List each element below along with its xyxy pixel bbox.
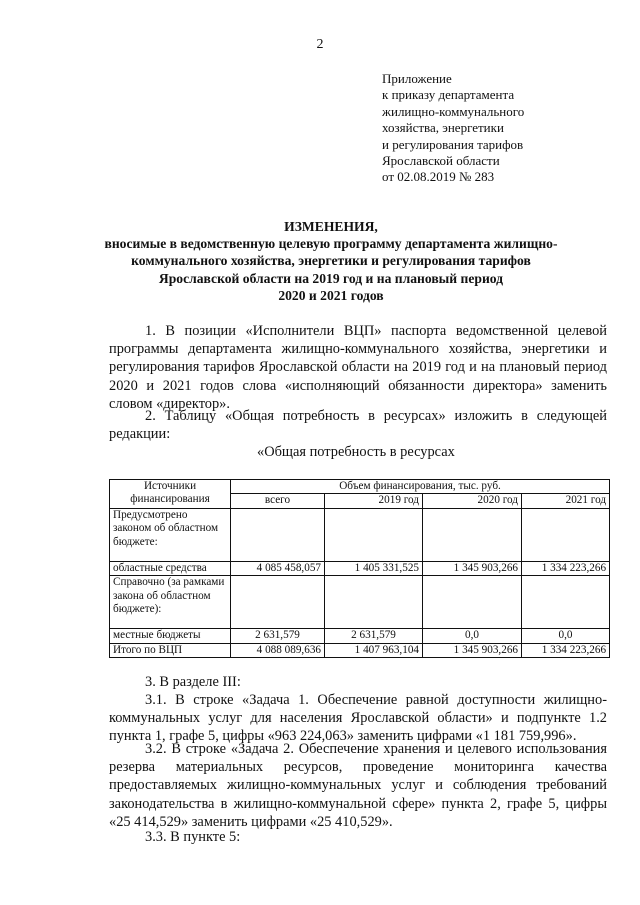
document-heading — [100, 218, 562, 304]
cell-2021: 1 334 223,266 — [522, 561, 610, 575]
cell-total — [231, 576, 325, 629]
cell-total — [231, 508, 325, 561]
cell-2020: 1 345 903,266 — [423, 561, 522, 575]
appendix-line: Приложение — [382, 71, 452, 86]
appendix-line: к приказу департамента — [382, 87, 515, 103]
heading-line: Ярославской области на 2019 год и на плановый период — [158, 270, 504, 286]
cell-2021: 0,0 — [522, 629, 610, 643]
appendix-line: хозяйства, энергетики — [382, 120, 504, 136]
cell-total: 4 085 458,057 — [231, 561, 325, 575]
paragraph-2: 2. Таблицу «Общая потребность в ресурсах» изложить в следующей редакции: — [109, 408, 607, 443]
header-source: Источники финансирования — [110, 480, 231, 509]
header-volume: Объем финансирования, тыс. руб. — [231, 480, 610, 494]
table-row — [110, 643, 610, 657]
cell-2021 — [522, 508, 610, 561]
appendix-line: и регулирования тарифов — [382, 136, 524, 152]
table-row — [110, 508, 610, 561]
header-2021: 2021 год — [522, 494, 610, 508]
heading-line: коммунального хозяйства, энергетики и регулирования тарифов — [131, 253, 531, 269]
header-2020: 2020 год — [423, 494, 522, 508]
cell-2021 — [522, 576, 610, 629]
appendix-line: Ярославской области — [382, 153, 500, 169]
header-2019: 2019 год — [325, 494, 423, 508]
row-label: Справочно (за рамками закона об областном бюджете): — [110, 576, 231, 629]
resources-table — [109, 479, 610, 658]
cell-2020 — [423, 508, 522, 561]
cell-2019 — [325, 576, 423, 629]
cell-2019: 2 631,579 — [325, 629, 423, 643]
appendix-line: от 02.08.2019 № 283 — [382, 169, 495, 185]
heading-line: 2020 и 2021 годов — [278, 287, 384, 303]
heading-title: ИЗМЕНЕНИЯ, — [284, 219, 378, 234]
table-caption: «Общая потребность в ресурсах — [257, 444, 455, 460]
cell-2021: 1 334 223,266 — [522, 643, 610, 657]
row-label: Итого по ВЦП — [110, 643, 231, 657]
cell-total: 4 088 089,636 — [231, 643, 325, 657]
paragraph-3-2: 3.2. В строке «Задача 2. Обеспечение хранения и целевого использования резерва материальных ресурсов, проведение мониторинга качества предоставляемых жилищно-коммунальных услуг и соблюдения требований законодательства в жилищно-коммунальной сфере» пункта 2, графе 5, цифры «25 414,529» заменить цифрами «25 410,529». — [109, 741, 607, 830]
page-number: 2 — [316, 37, 324, 52]
appendix-line: жилищно-коммунального — [382, 103, 525, 119]
cell-2020: 1 345 903,266 — [423, 643, 522, 657]
paragraph-3-3: 3.3. В пункте 5: — [145, 829, 241, 845]
cell-2019 — [325, 508, 423, 561]
appendix-block — [382, 71, 524, 186]
table-header-row — [110, 480, 610, 494]
paragraph-1: 1. В позиции «Исполнители ВЦП» паспорта ведомственной целевой программы департамента жилищно-коммунального хозяйства, энергетики и регулирования тарифов Ярославской области на 2019 год и на плановый период 2020 и 2021 годов слова «исполняющий обязанности директора» заменить словом «директор». — [109, 323, 607, 412]
table-row — [110, 561, 610, 575]
row-label: Предусмотрено законом об областном бюджете: — [110, 508, 231, 561]
header-total: всего — [231, 494, 325, 508]
cell-total: 2 631,579 — [231, 629, 325, 643]
row-label: местные бюджеты — [110, 629, 231, 643]
table-row — [110, 576, 610, 629]
cell-2020: 0,0 — [423, 629, 522, 643]
cell-2020 — [423, 576, 522, 629]
cell-2019: 1 407 963,104 — [325, 643, 423, 657]
row-label: областные средства — [110, 561, 231, 575]
table-row — [110, 629, 610, 643]
cell-2019: 1 405 331,525 — [325, 561, 423, 575]
paragraph-3-1: 3.1. В строке «Задача 1. Обеспечение равной доступности жилищно-коммунальных услуг для населения Ярославской области» и подпункте 1.2 пункта 1, графе 5, цифры «963 224,063» заменить цифрами «1 181 759,996». — [109, 692, 607, 745]
heading-line: вносимые в ведомственную целевую программу департамента жилищно- — [104, 236, 558, 252]
paragraph-3: 3. В разделе III: — [145, 674, 241, 690]
